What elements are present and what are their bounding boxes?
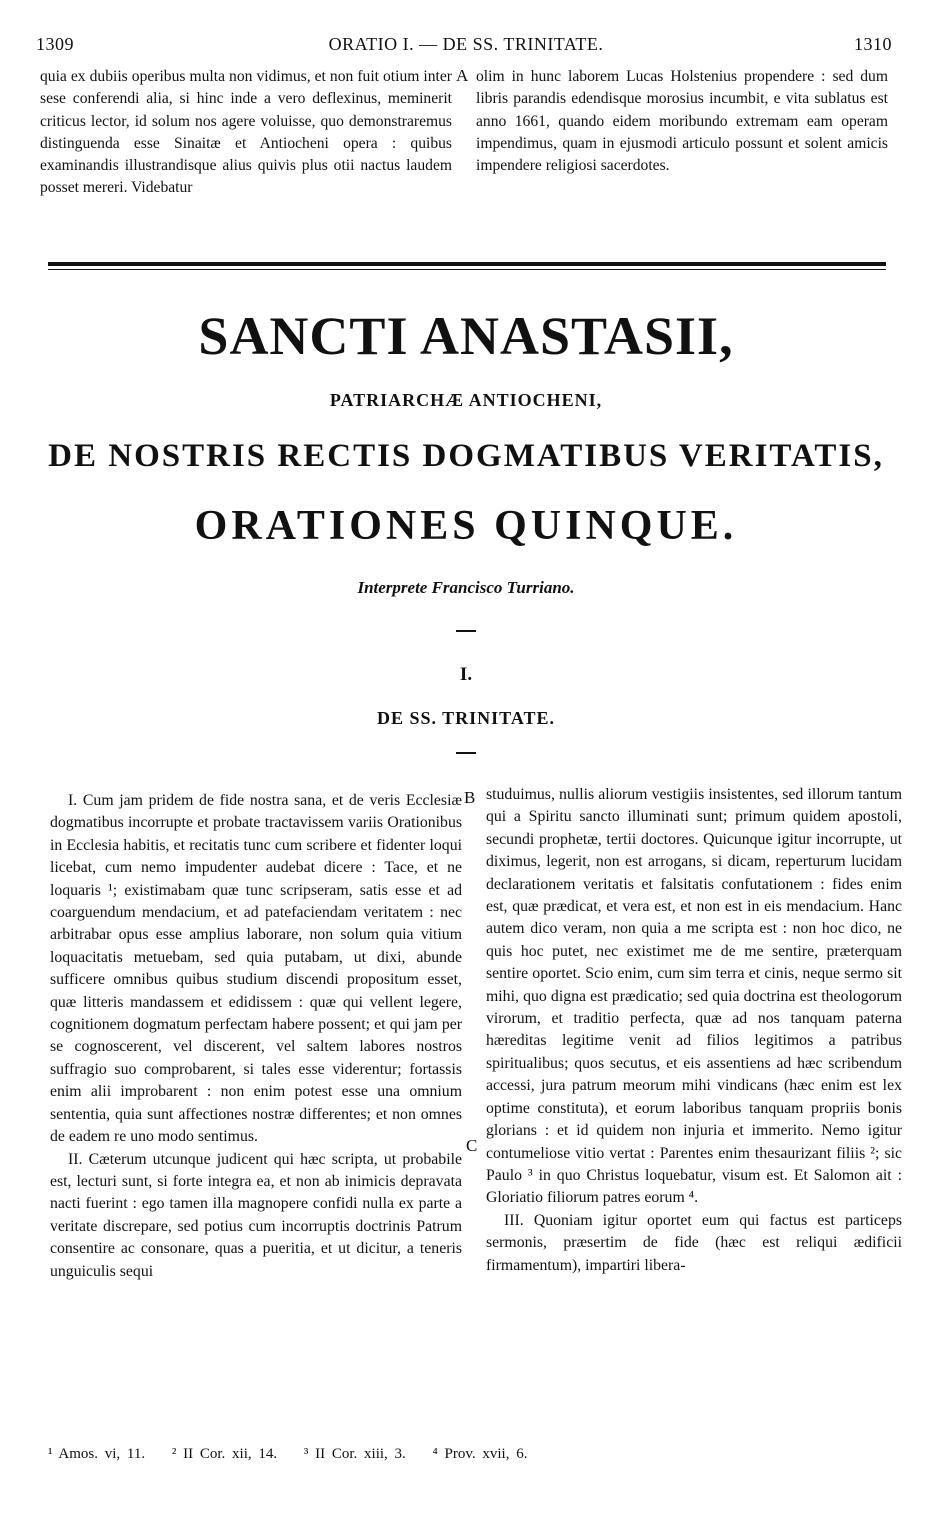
footnote-1: ¹ Amos. vi, 11.: [48, 1446, 146, 1462]
orations-title: ORATIONES QUINQUE.: [194, 503, 738, 549]
footnote-4: ⁴ Prov. xvii, 6.: [432, 1446, 528, 1462]
subtitle: DE NOSTRIS RECTIS DOGMATIBUS VERITATIS,: [48, 438, 884, 474]
ornament-dash-2: [456, 752, 476, 754]
top-right-column: olim in hunc laborem Lucas Holstenius propendere : sed dum libris parandis edendisque morosius incumbit, e vita sublatus est anno 1661, quando eidem moribundo extremam eam operam impendimus, quam in ejusmodi articulo possunt et solent amicis impendere religiosi sacerdotes.: [476, 68, 888, 175]
margin-letter-a: A: [456, 66, 469, 85]
separator-rule: [48, 262, 886, 270]
margin-letter-c: C: [466, 1136, 478, 1155]
top-left-column: quia ex dubiis operibus multa non vidimus, et non fuit otium inter sese conferendi alia, si hinc inde a vero deflexinus, meminerit criticus lector, id solum nos agere voluisse, quo demonstraremus distinguenda esse Sinaitæ et Antiocheni opera : quibus examinandis illustrandisque alius quivis plus otii nactus laudem posset mereri. Videbatur: [40, 68, 452, 197]
paragraph-i: I. Cum jam pridem de fide nostra sana, et de veris Ecclesiæ dogmatibus incorrupte et probate tractavissem variis Orationibus in Ecclesia habitis, et recitatis tunc cum scribere et fidenter loqui licebat, cum nemo impudenter audebat dicere : Tace, et ne loquaris ¹; existimabam quæ tunc scripseram, satis esse et ad coarguendum mendacium, et ad patefaciendam veritatem : nec arbitrabar opus esse amplius laborare, non solum quia vitium loquacitatis metuebam, sed quia putabam, ut dixi, abunde sufficere omnibus quibus studium discendi propositum esset, quæ litteris mandassem et edidissem : quæ qui vellent legere, cognitionem dogmatum perfectam habere possent; et qui jam per se cognoscerent, vel discerent, vel saltem labores nostros suffragio suo comprobarent, si tales esse viderentur; fortassis enim alii improbarent : non enim potest esse una omnium sententia, quia sunt affectiones nostræ differentes; et non omnes de eadem re uno modo sentimus.: [50, 792, 462, 1146]
body-left-column: [50, 790, 462, 1283]
section-number: I.: [459, 664, 473, 685]
body-right-column: [486, 784, 902, 1277]
work-title: SANCTI ANASTASII,: [198, 306, 734, 366]
ornament-dash: [456, 630, 476, 632]
footnote-2: ² II Cor. xii, 14.: [171, 1446, 278, 1462]
section-title: DE SS. TRINITATE.: [376, 708, 556, 728]
paragraph-iii: III. Quoniam igitur oportet eum qui factus est particeps sermonis, præsertim de fide (hæc est reliqui ædificii firmamentum), impartiri libera-: [486, 1211, 902, 1274]
running-head-title: ORATIO I. — DE SS. TRINITATE.: [328, 34, 604, 54]
page-number-right: 1310: [854, 34, 892, 54]
margin-letter-b: B: [464, 788, 476, 807]
paragraph-ii: II. Cæterum utcunque judicent qui hæc scripta, ut probabile est, lecturi sunt, si forte integra ea, et non ab inimicis depravata nacti fuerint : ego tamen illa magnopere confidi nulla ex parte a veritate discrepare, sed potius cum incorruptis doctrinis Patrum consentire ac consonare, quas a pueritia, et ut dicitur, a teneris unguiculis sequi: [50, 1150, 462, 1280]
interpreter-line: Interprete Francisco Turriano.: [357, 578, 575, 597]
author-title: PATRIARCHÆ ANTIOCHENI,: [329, 390, 603, 410]
paragraph-ii-continued: studuimus, nullis aliorum vestigiis insistentes, sed illorum tantum qui a Spiritu sancto illuminati sunt; primum quidem apostoli, secundi prophetæ, tertii doctores. Quicunque igitur incorrupte, ut diximus, legerit, non est arrogans, si dicam, reperturum lucidam declarationem veritatis et falsitatis confutationem : fides enim est, quæ prædicat, et vera est, et non est in eis mendacium. Hanc autem dico veram, non quia a me scripta est : non hoc dico, ne quis hoc putet, nec existimet me de me sentire, præterquam sentire oportet. Scio enim, cum sim terra et cinis, neque sermo sit mihi, quo digna est prædicatio; sed quia doctrina est theologorum virorum, et traditio perfecta, quæ ad nos tanquam paterna hæreditas legitime venit ad filios legitimos a patribus spiritualibus; quos secutus, et eis assentiens ad hæc scribendum accessi, jura patrum meorum mihi vindicans (hæc enim est lex optime constituta), et eorum laboribus tanquam propriis bonis glorians : et id quidem non injuria et immerito. Nemo igitur contumeliose vitio vertat : Parentes enim thesaurizant filiis ²; sic Paulo ³ in quo Christus loquebatur, visum est. Et Salomon ait : Gloriatio filiorum patres eorum ⁴.: [486, 786, 902, 1207]
page-number-left: 1309: [36, 34, 74, 54]
footnotes: [48, 1446, 547, 1463]
footnote-3: ³ II Cor. xiii, 3.: [303, 1446, 406, 1462]
